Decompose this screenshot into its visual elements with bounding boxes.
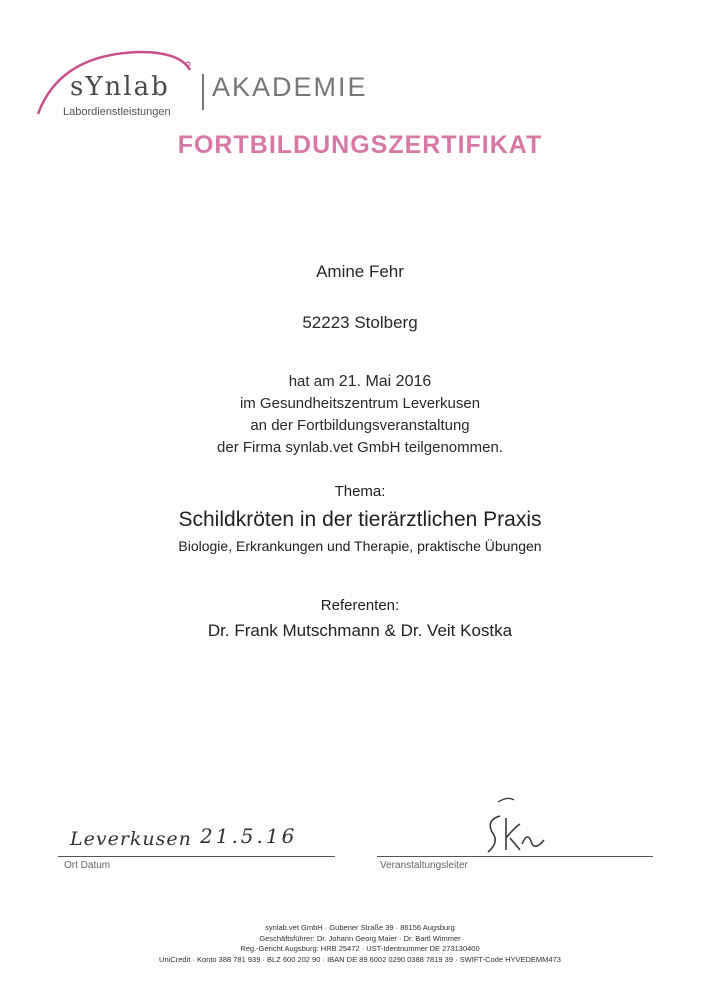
organizer-label: Veranstaltungsleiter bbox=[380, 860, 468, 871]
logo-subtitle: Labordienstleistungen bbox=[63, 106, 171, 118]
footer-line-2: Geschäftsführer: Dr. Johann Georg Maier · Dr. Bartl Wimmer bbox=[259, 933, 461, 943]
participant-city: 52223 Stolberg bbox=[302, 313, 418, 332]
organizer-line bbox=[377, 856, 653, 857]
speakers-label: Referenten: bbox=[320, 597, 400, 614]
speakers-names: Dr. Frank Mutschmann & Dr. Veit Kostka bbox=[207, 621, 513, 640]
footer bbox=[0, 923, 720, 965]
attendance-date: 21. Mai 2016 bbox=[338, 373, 432, 390]
signature-area bbox=[0, 790, 720, 890]
footer-line-4: UniCredit · Konto 388 781 939 · BLZ 600 202 90 · IBAN DE 89 6002 0290 0388 7819 39 · SWIFT-Code HYVEDEMM473 bbox=[159, 954, 561, 964]
attendance-line-1 bbox=[0, 371, 720, 393]
logo-academy: AKADEMIE bbox=[212, 72, 368, 102]
attendance-line-4: der Firma synlab.vet GmbH teilgenommen. bbox=[217, 439, 503, 456]
place-date-line bbox=[58, 856, 335, 857]
topic-title: Schildkröten in der tierärztlichen Praxis bbox=[178, 508, 542, 531]
place-date-label: Ort Datum bbox=[64, 860, 111, 871]
attendance-line-3: an der Fortbildungsveranstaltung bbox=[250, 417, 470, 434]
participant-name: Amine Fehr bbox=[316, 262, 404, 281]
handwritten-date: 21.5.16 bbox=[200, 824, 298, 848]
footer-line-1: synlab.vet GmbH · Gubener Straße 39 · 86156 Augsburg bbox=[265, 923, 455, 932]
topic-label: Thema: bbox=[334, 483, 386, 500]
attendance-text bbox=[0, 371, 720, 459]
attendance-prefix: hat am bbox=[288, 373, 335, 390]
attendance-line-2: im Gesundheitszentrum Leverkusen bbox=[239, 395, 481, 412]
logo-divider bbox=[202, 74, 204, 110]
synlab-logo bbox=[30, 44, 368, 124]
footer-line-3: Reg.-Gericht Augsburg: HRB 25472 · UST-Identnummer DE 273130400 bbox=[240, 944, 480, 953]
topic-subtitle: Biologie, Erkrankungen und Therapie, praktische Übungen bbox=[178, 538, 542, 554]
handwritten-place: Leverkusen bbox=[70, 828, 192, 850]
certificate-title: FORTBILDUNGSZERTIFIKAT bbox=[177, 131, 543, 159]
signature-icon bbox=[470, 794, 560, 864]
logo-brand: sYnlab bbox=[70, 72, 170, 102]
